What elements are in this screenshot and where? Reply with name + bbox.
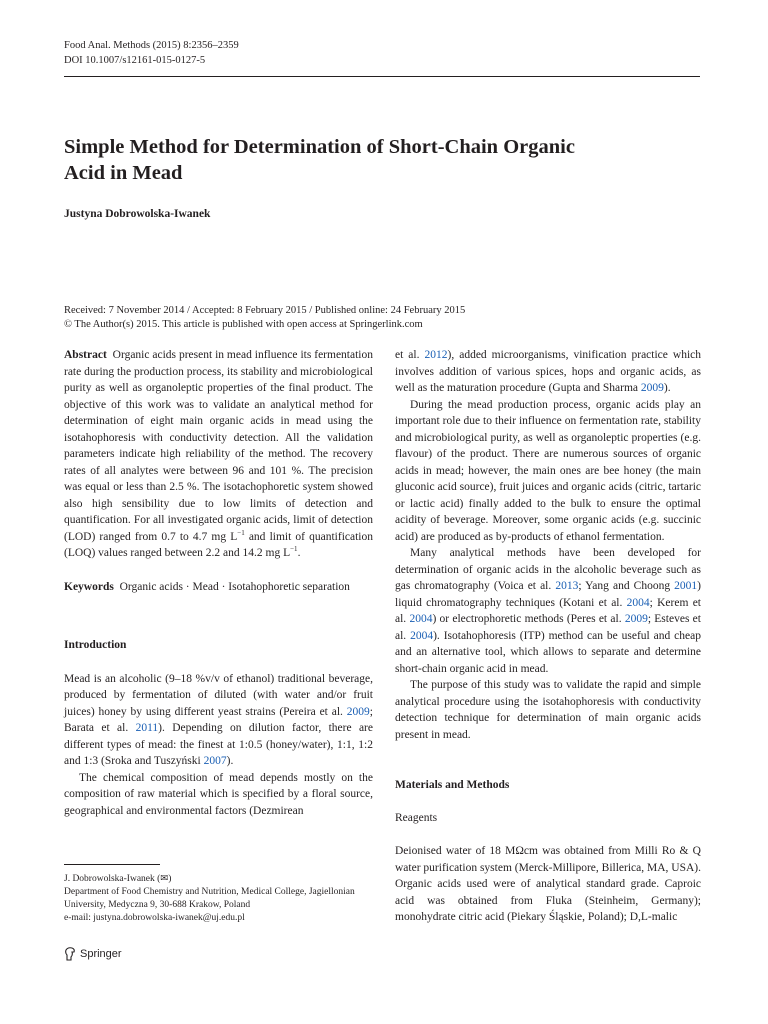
materials-methods-heading: Materials and Methods: [395, 779, 510, 791]
right-paragraph-1: et al. 2012), added microorganisms, vinification practice which involves addition of various spices, hops and organic acids, as well as the maturation procedure (Gupta and Sharma 2009).: [395, 349, 701, 394]
footnote-rule: [64, 864, 160, 865]
citation-link[interactable]: 2001: [674, 580, 698, 592]
citation-link[interactable]: 2007: [203, 755, 227, 767]
intro-paragraph-1: Mead is an alcoholic (9–18 %v/v of ethanol) traditional beverage, produced by fermentation of diluted (with water and/or fruit juices) honey by using different yeast strains (Pereira et al. 2009; Barata et al. 2011). Depending on dilution factor, there are different types of mead: the finest at 1:0.5 (honey/water), 1:1, 1:2 and 1:3 (Sroka and Tuszyński 2007).: [64, 672, 373, 767]
envelope-icon: ✉: [160, 874, 169, 884]
left-column: [64, 347, 373, 819]
citation-link[interactable]: 2004: [409, 613, 433, 625]
author-name: Justyna Dobrowolska-Iwanek: [64, 208, 211, 220]
author-footnote: [64, 873, 374, 925]
header-rule: [64, 76, 700, 77]
citation-link[interactable]: 2013: [555, 580, 579, 592]
journal-citation: [64, 38, 239, 68]
keywords: [64, 579, 373, 596]
publication-dates: [64, 304, 704, 332]
copyright-line: [64, 318, 704, 332]
title-line-2: Acid in Mead: [64, 162, 183, 184]
right-paragraph-3: Many analytical methods have been developed for determination of organic acids in the alcoholic beverage such as gas chromatography (Voica et al. 2013; Yang and Choong 2001) liquid chromatography techniques (Kotani et al. 2004; Kerem et al. 2004) or electrophoretic methods (Peres et al. 2009; Esteves et al. 2004). Isotahophoresis (ITP) method can be useful and cheap and an alternative tool, which allows to separate and determine short-chain organic acid in mead.: [395, 547, 701, 675]
intro-paragraph-2: The chemical composition of mead depends mostly on the composition of raw material which is specified by a floral source, geographical and environmental factors (Dezmirean: [64, 771, 373, 817]
abstract-label: Abstract: [64, 349, 107, 361]
unit-superscript: −1: [290, 545, 298, 554]
abstract: [64, 347, 373, 562]
copyright-text: The Author(s) 2015. This article is published with open access at Springerlink.com: [74, 319, 423, 330]
citation-link[interactable]: 2004: [626, 596, 650, 609]
right-column: [395, 347, 701, 926]
author-email[interactable]: e-mail: justyna.dobrowolska-iwanek@uj.edu.pl: [64, 913, 245, 923]
citation-link[interactable]: 2004: [410, 629, 434, 642]
history-dates: Received: 7 November 2014 / Accepted: 8 February 2015 / Published online: 24 February 2015: [64, 305, 466, 316]
publisher-logo: [64, 947, 122, 961]
journal-ref: Food Anal. Methods (2015) 8:2356–2359: [64, 40, 239, 51]
citation-link[interactable]: 2009: [624, 613, 648, 625]
unit-superscript: −1: [237, 528, 245, 537]
copyright-icon: ©: [64, 319, 72, 330]
citation-link[interactable]: 2011: [135, 722, 159, 734]
citation-link[interactable]: 2009: [640, 382, 664, 394]
affiliation: Department of Food Chemistry and Nutrition, Medical College, Jagiellonian University, Medyczna 9, 30-688 Krakow, Poland: [64, 887, 355, 910]
keywords-text: Organic acids · Mead · Isotahophoretic separation: [119, 580, 350, 593]
reagents-heading: Reagents: [395, 811, 438, 824]
right-paragraph-2: During the mead production process, organic acids play an important role due to their influence on fermentation rate, stability and microbiological purity, as well as organoleptic properties (e.g. flavour) of the product. There are numerous sources of organic acids in mead; however, the main ones are bee honey (the main gluconic acid source), fruit juices and organic acids (citric, tartaric or lactic acid) finally added to the bulk to ensure the optimal acidity of beverage. Moreover, some organic acids (e.g. succinic acid) are produced as by-products of ethanol fermentation.: [395, 398, 701, 543]
right-paragraph-4: The purpose of this study was to validate the rapid and simple analytical procedure using the isotahophoresis with conductivity detection technique for determination of main organic acids present in mead.: [395, 679, 701, 741]
article-title: [64, 134, 684, 186]
abstract-text: Organic acids present in mead influence its fermentation rate during the production process, its stability and microbiological purity as well as organoleptic properties of the final product. The objective of this work was to validate an analytical method for determination of eight main organic acids in mead using the isotahophoresis with conductivity detection. All the validation parameters indicate high reliability of the method. The recovery rates of all analytes were between 96 and 101 %. The precision was equal or less than 2.5 %. The isotachophoretic system showed also high sensibility due to low limits of detection and quantification. For all investigated organic acids, limit of detection (LOD) ranged from 0.7 to 4.7 mg L: [64, 349, 373, 543]
reagents-paragraph: Deionised water of 18 MΩcm was obtained from Milli Ro & Q water purification system (Merck-Millipore, Billerica, MA, USA). Organic acids used were of analytical standard grade. Caproic acid was obtained from Fluka (Steinheim, Germany); monohydrate citric acid (Piekary Śląskie, Poland); D,L-malic: [395, 845, 701, 923]
publisher-name: Springer: [80, 948, 122, 960]
abstract-text-end: .: [297, 547, 301, 559]
doi: DOI 10.1007/s12161-015-0127-5: [64, 55, 206, 66]
citation-link[interactable]: 2012: [424, 349, 448, 361]
abstract-text-mid: and limit of quantification (LOQ) values ranged between 2.2 and 14.2 mg L: [64, 530, 373, 559]
correspondence-line: J. Dobrowolska-Iwanek (✉): [64, 874, 172, 884]
citation-link[interactable]: 2009: [346, 705, 370, 718]
springer-horse-icon: [64, 947, 76, 961]
keywords-label: Keywords: [64, 580, 114, 593]
title-line-1: Simple Method for Determination of Short-Chain Organic: [64, 136, 575, 158]
introduction-heading: Introduction: [64, 639, 127, 651]
